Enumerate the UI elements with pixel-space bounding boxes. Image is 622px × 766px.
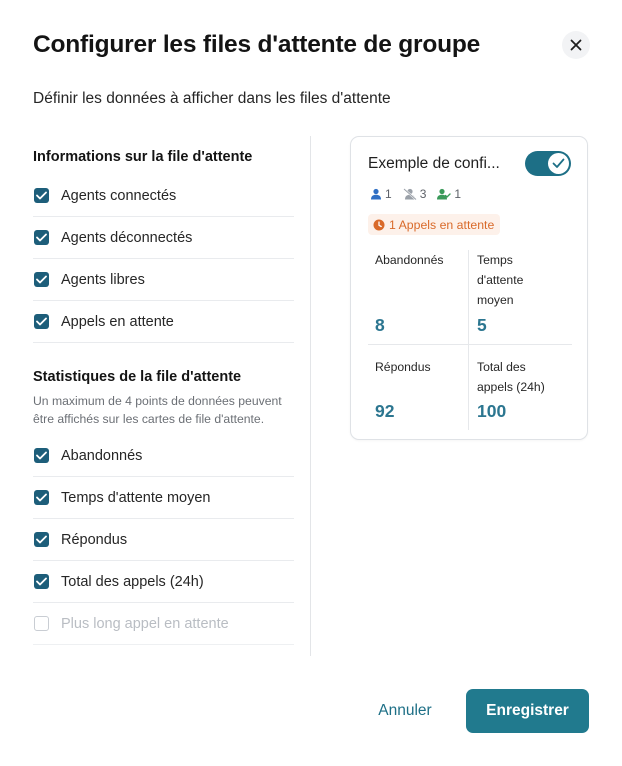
option-label: Appels en attente	[61, 313, 174, 330]
preview-toggle[interactable]	[525, 151, 571, 176]
checkbox-unchecked-icon	[34, 616, 49, 631]
option-longest-waiting-call	[33, 603, 294, 645]
option-agents-disconnected[interactable]	[33, 217, 294, 259]
option-label: Agents déconnectés	[61, 229, 193, 246]
agent-counts	[370, 187, 472, 201]
option-label: Total des appels (24h)	[61, 573, 204, 590]
option-label: Agents libres	[61, 271, 145, 288]
agent-count: 1	[385, 187, 392, 201]
close-button[interactable]	[562, 31, 590, 59]
grid-divider-vertical	[468, 250, 469, 430]
checkbox-checked-icon[interactable]	[34, 188, 49, 203]
stat-label: Répondus	[375, 360, 431, 374]
option-answered[interactable]	[33, 519, 294, 561]
cancel-button[interactable]: Annuler	[378, 702, 432, 719]
queue-stats-title: Statistiques de la file d'attente	[33, 369, 242, 385]
calls-waiting-text: 1 Appels en attente	[389, 217, 495, 232]
checkbox-checked-icon[interactable]	[34, 490, 49, 505]
stat-label: Temps d'attente moyen	[477, 253, 524, 307]
stat-value: 100	[477, 401, 507, 421]
stat-label: Abandonnés	[375, 253, 444, 267]
option-abandoned[interactable]	[33, 435, 294, 477]
preview-title: Exemple de confi...	[368, 155, 500, 172]
option-average-wait[interactable]	[33, 477, 294, 519]
option-calls-waiting[interactable]	[33, 301, 294, 343]
stat-value: 8	[375, 315, 385, 335]
user-available-icon	[437, 188, 451, 200]
dialog-title: Configurer les files d'attente de groupe	[33, 31, 481, 58]
save-button[interactable]: Enregistrer	[466, 689, 589, 733]
option-agents-connected[interactable]	[33, 175, 294, 217]
agents-connected-count	[370, 187, 392, 201]
stat-value: 5	[477, 315, 487, 335]
option-total-calls[interactable]	[33, 561, 294, 603]
option-label: Abandonnés	[61, 447, 143, 464]
check-icon	[552, 158, 565, 169]
close-icon	[570, 39, 582, 51]
option-agents-available[interactable]	[33, 259, 294, 301]
dialog-subtitle: Définir les données à afficher dans les files d'attente	[33, 90, 391, 107]
user-offline-icon	[403, 188, 417, 200]
checkbox-checked-icon[interactable]	[34, 272, 49, 287]
grid-divider-horizontal	[368, 344, 572, 345]
queue-info-title: Informations sur la file d'attente	[33, 149, 253, 165]
agents-disconnected-count	[403, 187, 427, 201]
stat-label: Total des appels (24h)	[477, 360, 545, 394]
agent-count: 3	[419, 187, 427, 201]
user-icon	[370, 188, 382, 200]
checkbox-checked-icon[interactable]	[34, 532, 49, 547]
toggle-knob	[548, 153, 569, 174]
agents-available-count	[437, 187, 461, 201]
stat-value: 92	[375, 401, 395, 421]
calls-waiting-badge	[368, 214, 500, 235]
checkbox-checked-icon[interactable]	[34, 314, 49, 329]
queue-stats-description: Un maximum de 4 points de données peuvent être affichés sur les cartes de file d'attente.	[33, 394, 282, 426]
option-label: Répondus	[61, 531, 128, 548]
checkbox-checked-icon[interactable]	[34, 574, 49, 589]
agent-count: 1	[454, 187, 462, 201]
option-label: Agents connectés	[61, 187, 177, 204]
clock-icon	[373, 219, 385, 231]
option-label: Temps d'attente moyen	[61, 489, 211, 506]
column-divider	[310, 136, 311, 656]
checkbox-checked-icon[interactable]	[34, 448, 49, 463]
option-label: Plus long appel en attente	[61, 615, 229, 632]
checkbox-checked-icon[interactable]	[34, 230, 49, 245]
queue-preview-card	[350, 136, 588, 440]
